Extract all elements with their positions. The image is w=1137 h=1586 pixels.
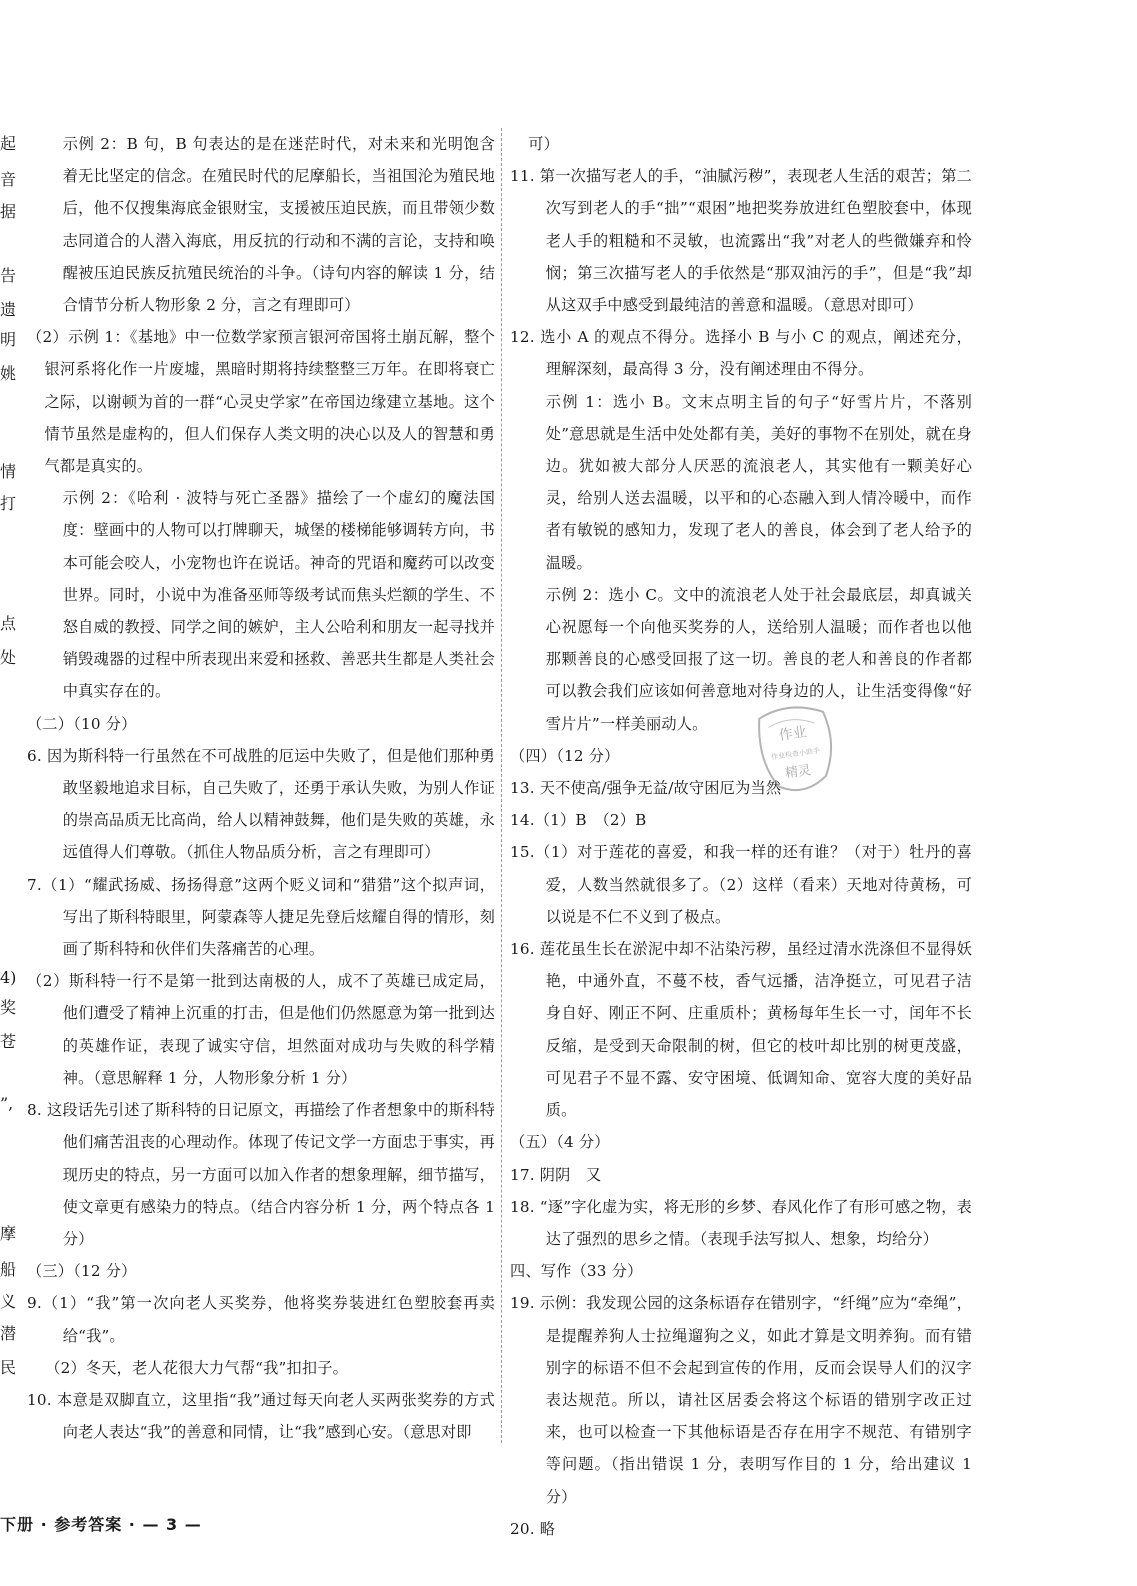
answer-item: 10. 本意是双脚直立，这里指“我”通过每天向老人买两张奖券的方式向老人表达“我”的善意和同情，让“我”感到心安。（意思对即 <box>27 1390 495 1442</box>
edge-fragment: 4) <box>0 968 17 987</box>
answer-column-right <box>510 128 972 1545</box>
answer-item: （2）冬天，老人花很大力气帮“我”扣扣子。 <box>45 1358 349 1377</box>
answer-item: 9.（1）“我”第一次向老人买奖券，他将奖券装进红色塑胶套再卖给“我”。 <box>27 1294 495 1345</box>
answer-item: 示例 1：选小 B。文末点明主旨的句子“好雪片片，不落别处”意思就是生活中处处都有美，美好的事物不在别处，就在身边。犹如被大部分人厌恶的流浪老人，其实他有一颗美好心灵，给别人送去温暖，以平和的心态融入到人情冷暖中，而作者有敏锐的感知力，发现了老人的善良，体会到了老人给予的温暖。 <box>545 392 972 572</box>
answer-item: 示例 2：《哈利 · 波特与死亡圣器》描绘了一个虚幻的魔法国度：壁画中的人物可以打牌聊天，城堡的楼梯能够调转方向，书本可能会咬人，小宠物也许在说话。神奇的咒语和魔药可以改变世界。同时，小说中为准备巫师等级考试而焦头烂额的学生、不怒自威的教授、同学之间的嫉妒，主人公哈利和朋友一起寻找并销毁魂器的过程中所表现出来爱和拯救、善恶共生都是人类社会中真实存在的。 <box>62 489 495 701</box>
edge-fragment: 潜 <box>0 1324 17 1343</box>
answer-item: 12. 选小 A 的观点不得分。选择小 B 与小 C 的观点，阐述充分，理解深刻，最高得 3 分，没有阐述理由不得分。 <box>510 328 972 379</box>
stamp-text: 作业 <box>777 724 808 745</box>
answer-item: 14.（1）B （2）B <box>510 811 647 830</box>
section-heading: （二）（10 分） <box>27 714 137 733</box>
edge-fragment: 告 <box>0 266 17 285</box>
answer-item: 6. 因为斯科特一行虽然在不可战胜的厄运中失败了，但是他们那种勇敢坚毅地追求目标，自己失败了，还勇于承认失败，为别人作证的崇高品质无比高尚，给人以精神鼓舞，他们是失败的英雄，永远值得人们尊敬。（抓住人物品质分析，言之有理即可） <box>27 746 495 862</box>
edge-fragment: 明 <box>0 330 17 349</box>
answer-item: （2）示例 1：《基地》中一位数学家预言银河帝国将土崩瓦解，整个银河系将化作一片废墟，黑暗时期将持续整整三万年。在即将衰亡之际，以谢顿为首的一群“心灵史学家”在帝国边缘建立基地。这个情节虽然是虚构的，但人们保存人类文明的决心以及人的智慧和勇气都是真实的。 <box>27 328 495 476</box>
stamp-text: 精灵 <box>784 763 813 782</box>
edge-fragment: 船 <box>0 1260 17 1279</box>
answer-item: 20. 略 <box>510 1519 556 1538</box>
edge-fragment: ”, <box>0 1094 14 1113</box>
watermark-stamp <box>745 695 844 806</box>
answer-item: 7.（1）“耀武扬威、扬扬得意”这两个贬义词和“猎猎”这个拟声词，写出了斯科特眼里，阿蒙森等人捷足先登后炫耀自得的情形，刻画了斯科特和伙伴们失落痛苦的心理。 <box>27 875 495 959</box>
edge-fragment: 打 <box>0 494 17 513</box>
answer-column-left <box>27 128 495 1448</box>
answer-item: 15.（1）对于莲花的喜爱，和我一样的还有谁？（对于）牡丹的喜爱，人数当然就很多了。（2）这样（看来）天地对待黄杨，可以说是不仁不义到了极点。 <box>510 843 972 926</box>
edge-fragment: 处 <box>0 648 17 667</box>
answer-item: 17. 阴阴 又 <box>510 1165 602 1184</box>
answer-item: 19. 示例：我发现公园的这条标语存在错别字，“纤绳”应为“牵绳”，是提醒养狗人士拉绳遛狗之义，如此才算是文明养狗。而有错别字的标语不但不会起到宣传的作用，反而会误导人们的汉字表达规范。所以，请社区居委会将这个标语的错别字改正过来，也可以检查一下其他标语是否存在用字不规范、有错别字等问题。（指出错误 1 分，表明写作目的 1 分，给出建议 1 分） <box>510 1294 972 1506</box>
column-divider <box>501 128 502 1443</box>
page-footer: 下册 · 参考答案 · — 3 — <box>0 1515 202 1534</box>
edge-fragment: 点 <box>0 614 17 633</box>
answer-item: 可） <box>528 135 560 153</box>
edge-fragment: 音 <box>0 170 17 189</box>
answer-item: 示例 2：选小 C。文中的流浪老人处于社会最底层，却真诚关心祝愿每一个向他买奖券的人，送给别人温暖；而作者也以他那颗善良的心感受回报了这一切。善良的老人和善良的作者都可以教会我们应该如何善意地对待身边的人，让生活变得像“好雪片片”一样美丽动人。 <box>545 585 972 733</box>
section-heading: （三）（12 分） <box>27 1262 137 1281</box>
edge-fragment: 据 <box>0 202 17 221</box>
answer-item: 8. 这段话先引述了斯科特的日记原文，再描绘了作者想象中的斯科特他们痛苦沮丧的心理动作。体现了传记文学一方面忠于事实，再现历史的特点，另一方面可以加入作者的想象理解，细节描写，使文章更有感染力的特点。（结合内容分析 1 分，两个特点各 1 分） <box>27 1101 495 1248</box>
edge-fragment: 姚 <box>0 364 17 383</box>
section-heading: （五）（4 分） <box>510 1133 610 1152</box>
edge-fragment: 起 <box>0 134 17 153</box>
edge-fragment: 情 <box>0 462 17 481</box>
edge-fragment: 苍 <box>0 1032 17 1051</box>
answer-item: 示例 2：B 句，B 句表达的是在迷茫时代，对未来和光明饱含着无比坚定的信念。在殖民时代的尼摩船长，当祖国沦为殖民地后，他不仅搜集海底金银财宝，支援被压迫民族，而且带领少数志同道合的人潜入海底，用反抗的行动和不满的言论，支持和唤醒被压迫民族反抗殖民统治的斗争。（诗句内容的解读 1 分，结合情节分析人物形象 2 分，言之有理即可） <box>62 135 495 315</box>
edge-fragment: 民 <box>0 1358 17 1377</box>
edge-fragment: 摩 <box>0 1224 17 1243</box>
section-heading: 四、写作（33 分） <box>510 1262 643 1281</box>
stamp-graphic <box>745 695 844 806</box>
answer-item: （2）斯科特一行不是第一批到达南极的人，成不了英雄已成定局，他们遭受了精神上沉重的打击，但是他们仍然愿意为第一批到达的英雄作证，表现了诚实守信，坦然面对成功与失败的科学精神。（意思解释 1 分，人物形象分析 1 分） <box>27 972 495 1087</box>
edge-fragment: 奖 <box>0 998 17 1017</box>
answer-item: 11. 第一次描写老人的手，“油腻污秽”，表现老人生活的艰苦；第二次写到老人的手“拙”“艰困”地把奖券放进红色塑胶套中，体现老人手的粗糙和不灵敏，也流露出“我”对老人的些微嫌弃和怜悯；第三次描写老人的手依然是“那双油污的手”，但是“我”却从这双手中感受到最纯洁的善意和温暖。（意思对即可） <box>510 167 972 315</box>
answer-item: 13. 天不使高/强争无益/故守困厄为当然 <box>510 779 782 798</box>
edge-fragment: 遗 <box>0 300 17 319</box>
edge-fragment: 义 <box>0 1292 17 1311</box>
answer-item: 18. “逐”字化虚为实，将无形的乡梦、春风化作了有形可感之物，表达了强烈的思乡之情。（表现手法写拟人、想象，均给分） <box>510 1197 972 1248</box>
answer-item: 16. 莲花虽生长在淤泥中却不沾染污秽，虽经过清水洗涤但不显得妖艳，中通外直，不蔓不枝，香气远播，洁净挺立，可见君子洁身自好、刚正不阿、庄重质朴；黄杨每年生长一寸，闰年不长反缩，是受到天命限制的树，但它的枝叶却比别的树更茂盛，可见君子不显不露、安守困境、低调知命、宽容大度的美好品质。 <box>510 940 972 1120</box>
stamp-text: 作业检查小助手 <box>770 746 821 762</box>
left-edge-fragments <box>0 120 16 1450</box>
section-heading: （四）（12 分） <box>510 746 620 765</box>
